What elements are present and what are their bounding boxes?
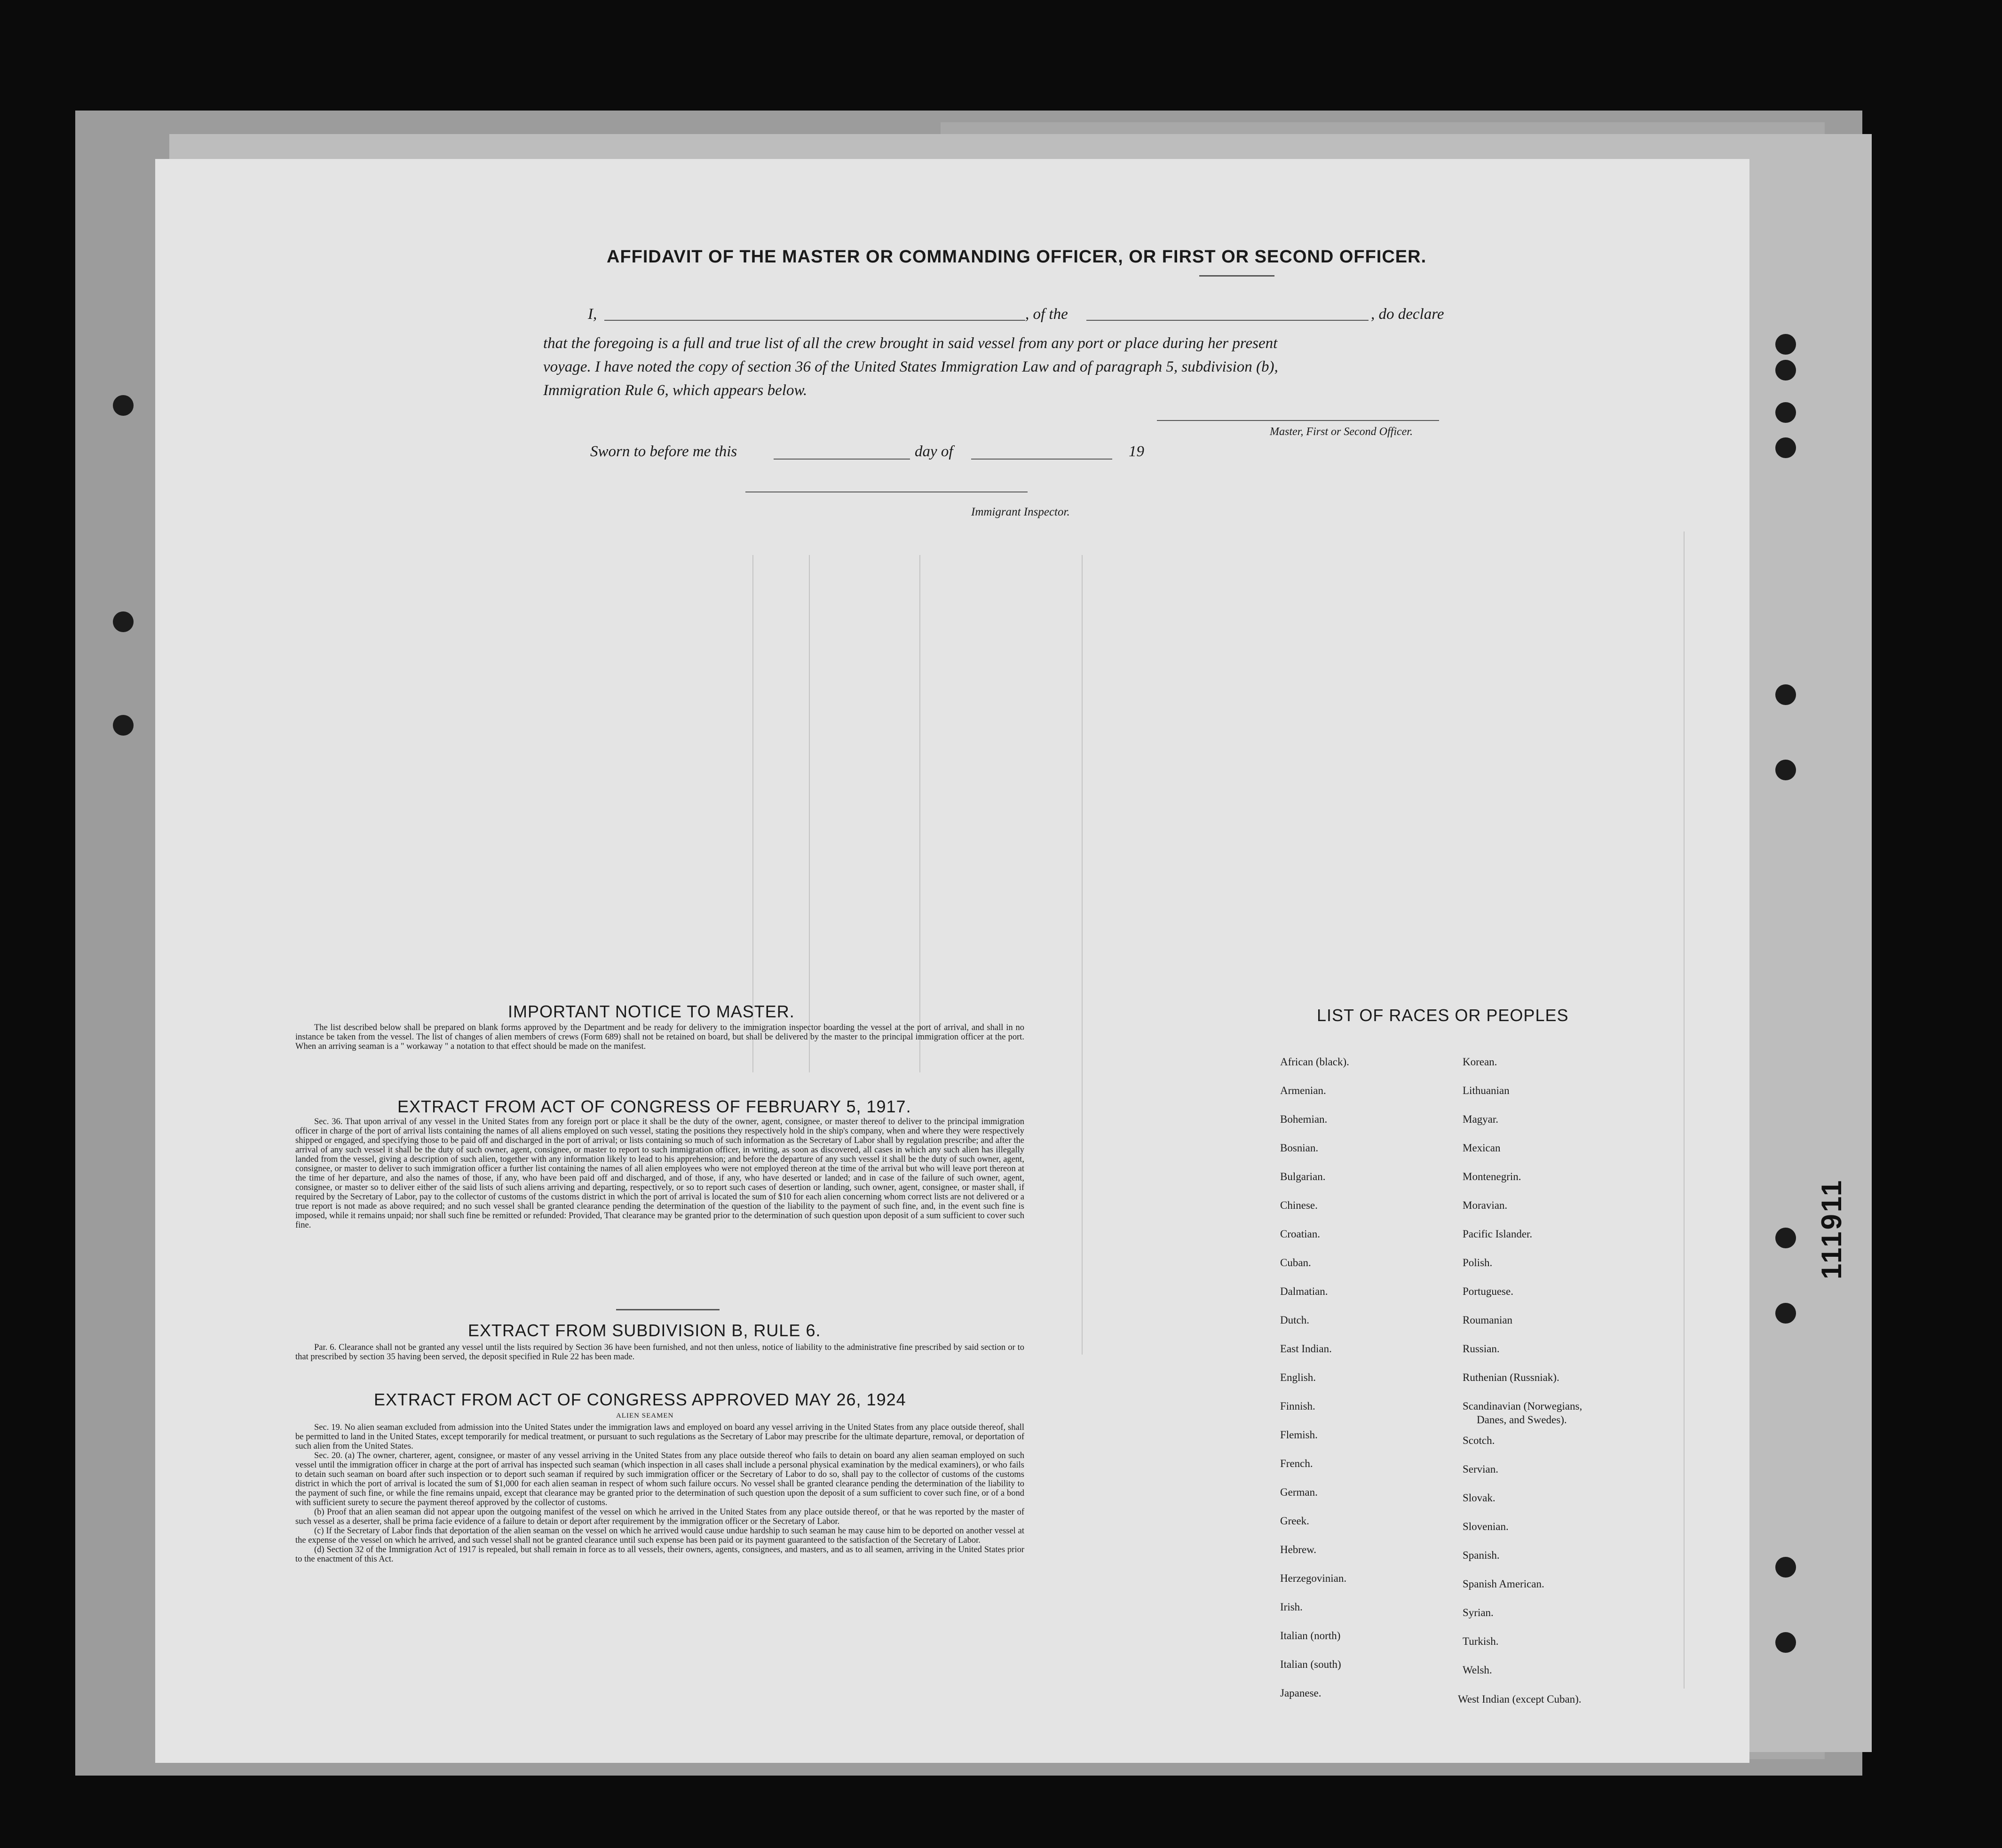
race-left-item: Herzegovinian. xyxy=(1280,1572,1347,1584)
race-right-item: Ruthenian (Russniak). xyxy=(1463,1372,1559,1383)
race-left-item: Finnish. xyxy=(1280,1400,1315,1412)
binder-hole xyxy=(1775,1557,1796,1578)
race-left-item: Greek. xyxy=(1280,1515,1309,1527)
affidavit-body-line: that the foregoing is a full and true list of all the crew brought in said vessel from any port or place during her present xyxy=(543,335,1278,352)
inspector-label: Immigrant Inspector. xyxy=(971,506,1070,518)
race-left-item: Flemish. xyxy=(1280,1429,1318,1441)
race-right-item: Slovak. xyxy=(1463,1492,1496,1504)
binder-hole xyxy=(113,715,134,736)
affidavit-declare-label: , do declare xyxy=(1371,306,1444,323)
race-right-item: Moravian. xyxy=(1463,1199,1508,1211)
race-right-item: Scotch. xyxy=(1463,1435,1495,1446)
affidavit-body-line: Immigration Rule 6, which appears below. xyxy=(543,382,807,399)
bleed-through-rule xyxy=(1684,531,1685,1689)
binder-hole xyxy=(113,611,134,632)
declarant-name-blank xyxy=(604,320,1025,321)
race-right-item: Spanish American. xyxy=(1463,1578,1544,1590)
race-left-item: Japanese. xyxy=(1280,1687,1321,1699)
affidavit-of-the-label: , of the xyxy=(1025,306,1068,323)
race-left-item: African (black). xyxy=(1280,1056,1349,1068)
vessel-name-blank xyxy=(1086,320,1369,321)
extract-rule6-title: EXTRACT FROM SUBDIVISION B, RULE 6. xyxy=(468,1321,821,1340)
bleed-through-rule xyxy=(1082,555,1083,1355)
race-right-item: Montenegrin. xyxy=(1463,1171,1521,1182)
binder-hole xyxy=(1775,1632,1796,1653)
race-right-item: Danes, and Swedes). xyxy=(1477,1414,1567,1426)
race-right-item: West Indian (except Cuban). xyxy=(1458,1693,1582,1705)
race-right-item: Welsh. xyxy=(1463,1664,1492,1676)
extract-1917-text: Sec. 36. That upon arrival of any vessel in the United States from any foreign port or place it shall be the duty of the owner, agent, consignee, or master thereof to deliver to the principal immigration officer in charge of the port of arrival lists containing the names of all aliens employed on such vessel, stating the positions they respectively hold in the ship's company, when and where they were respectively shipped or engaged, and specifying those to be paid off and discharged in the port of arrival; or lists containing so much of such information as the Secretary of Labor shall by regulation prescribe; and after the arrival of any such vessel it shall be the duty of such owner, agent, consignee, or master to report to such immigration officer, in writing, as soon as discovered, all cases in which any such alien has illegally landed from the vessel, giving a description of such alien, together with any information likely to lead to his apprehension; and before the departure of any such vessel it shall be the duty of such owner, agent, consignee, or master to deliver to such immigration officer a further list containing the names of all alien employees who were not employed thereon at the time of the arrival but who will leave port thereon at the time of her departure, and also the names of those, if any, who have been paid off and discharged, and of those, if any, who have deserted or landed; and in case of the failure of such owner, agent, consignee, or master so to deliver either of the said lists of such aliens arriving and departing, respectively, or so to report such cases of desertion or landing, such owner, agent, consignee, or master shall, if required by the Secretary of Labor, pay to the collector of customs of the customs district in which the port of arrival is located the sum of $10 for each alien concerning whom correct lists are not delivered or a true report is not made as above required; and no such vessel shall be granted clearance pending the determination of the question of the liability to the payment of such fine, and, in the event such fine is imposed, while it remains unpaid; nor shall such fine be remitted or refunded: Provided, That clearance may be granted prior to the determination of such question upon deposit of a sum sufficient to cover such fine. xyxy=(295,1117,1024,1230)
extract-1924-body xyxy=(295,1423,1024,1564)
binder-hole xyxy=(113,395,134,416)
race-left-item: Armenian. xyxy=(1280,1085,1326,1096)
bleed-through-rule xyxy=(919,555,920,1072)
sworn-label: Sworn to before me this xyxy=(590,443,737,460)
race-right-item: Polish. xyxy=(1463,1257,1493,1269)
section-divider xyxy=(616,1309,720,1310)
race-left-item: English. xyxy=(1280,1372,1316,1383)
race-right-item: Mexican xyxy=(1463,1142,1501,1154)
extract-1924-paragraph: (c) If the Secretary of Labor finds that deportation of the alien seaman on the vessel on which he arrived would cause undue hardship to such seaman he may cause him to be deported on another vessel at the expense of the vessel on which he arrived, and such vessel shall not be granted clearance until such expense has been paid or its payment guaranteed to the satisfaction of the Secretary of Labor. xyxy=(295,1526,1024,1545)
extract-1924-paragraph: Sec. 19. No alien seaman excluded from admission into the United States under the immigration laws and employed on board any vessel arriving in the United States from any place outside thereof, shall be permitted to land in the United States, except temporarily for medical treatment, or pursuant to such regulations as the Secretary of Labor may prescribe for the ultimate departure, removal, or deportation of such alien from the United States. xyxy=(295,1423,1024,1451)
race-left-item: Chinese. xyxy=(1280,1199,1318,1211)
race-right-item: Pacific Islander. xyxy=(1463,1228,1533,1240)
extract-1924-subtitle: ALIEN SEAMEN xyxy=(616,1412,674,1420)
notice-title: IMPORTANT NOTICE TO MASTER. xyxy=(508,1002,795,1021)
binder-hole xyxy=(1775,684,1796,705)
extract-1917-title: EXTRACT FROM ACT OF CONGRESS OF FEBRUARY 5, 1917. xyxy=(397,1097,911,1116)
race-left-item: Bosnian. xyxy=(1280,1142,1319,1154)
binder-hole xyxy=(1775,760,1796,780)
affidavit-body-line: voyage. I have noted the copy of section 36 of the United States Immigration Law and of paragraph 5, subdivision (b), xyxy=(543,358,1278,375)
race-right-item: Portuguese. xyxy=(1463,1285,1513,1297)
race-left-item: German. xyxy=(1280,1486,1318,1498)
race-left-item: Dalmatian. xyxy=(1280,1285,1328,1297)
race-left-item: Croatian. xyxy=(1280,1228,1320,1240)
race-right-item: Turkish. xyxy=(1463,1635,1499,1647)
binder-hole xyxy=(1775,334,1796,355)
race-right-item: Roumanian xyxy=(1463,1314,1513,1326)
binder-hole xyxy=(1775,402,1796,423)
race-right-item: Spanish. xyxy=(1463,1549,1500,1561)
race-left-item: East Indian. xyxy=(1280,1343,1332,1355)
signature-blank xyxy=(1157,420,1439,421)
extract-1924-paragraph: (b) Proof that an alien seaman did not appear upon the outgoing manifest of the vessel on which he arrived in the United States from any place outside thereof, or that he was reported by the master of such vessel as a deserter, shall be prima facie evidence of a failure to detain or deport after requirement by the immigration officer or the Secretary of Labor. xyxy=(295,1507,1024,1526)
sworn-year-label: 19 xyxy=(1129,443,1144,460)
affidavit-i-label: I, xyxy=(588,306,597,323)
race-right-item: Slovenian. xyxy=(1463,1521,1509,1532)
race-right-item: Russian. xyxy=(1463,1343,1500,1355)
bleed-through-rule xyxy=(752,555,753,1072)
binder-hole xyxy=(1775,1228,1796,1248)
affidavit-body xyxy=(543,332,1479,402)
extract-1924-title: EXTRACT FROM ACT OF CONGRESS APPROVED MAY 26, 1924 xyxy=(374,1390,906,1409)
races-title: LIST OF RACES OR PEOPLES xyxy=(1317,1006,1569,1025)
extract-1924-paragraph: Sec. 20. (a) The owner, charterer, agent, consignee, or master of any vessel arriving in the United States from any place outside thereof who fails to detain on board any alien seaman employed on such vessel until the immigration officer in charge at the port of arrival has inspected such seaman (which inspection in all cases shall include a personal physical examination by the medical examiners), or who fails to detain such seaman on board after such inspection or to deport such seaman if required by such immigration officer or the Secretary of Labor to do so, shall pay to the collector of customs of the customs district in which the port of arrival is located the sum of $1,000 for each alien seaman in respect of whom such failure occurs. No vessel shall be granted clearance pending the determination of the liability to the payment of such fine, or while the fine remains unpaid, except that clearance may be granted prior to the determination of such question upon the deposit of a sum sufficient to cover such fine, or of a bond with sufficient surety to secure the payment thereof approved by the collector of customs. xyxy=(295,1451,1024,1507)
race-left-item: Italian (north) xyxy=(1280,1630,1341,1642)
race-left-item: Bohemian. xyxy=(1280,1113,1328,1125)
race-right-item: Scandinavian (Norwegians, xyxy=(1463,1400,1583,1412)
race-left-item: Bulgarian. xyxy=(1280,1171,1326,1182)
sworn-month-blank xyxy=(971,459,1112,460)
extract-rule6-text: Par. 6. Clearance shall not be granted any vessel until the lists required by Section 36 have been furnished, and not then unless, notice of liability to the administrative fine prescribed by said section or to that prescribed by section 35 having been served, the deposit specified in Rule 22 has been made. xyxy=(295,1343,1024,1362)
signature-label: Master, First or Second Officer. xyxy=(1270,426,1413,438)
page-number-stamp: 111911 xyxy=(1816,1178,1847,1279)
race-right-item: Lithuanian xyxy=(1463,1085,1510,1096)
title-divider xyxy=(1199,275,1274,277)
race-right-item: Syrian. xyxy=(1463,1607,1494,1618)
affidavit-title: AFFIDAVIT OF THE MASTER OR COMMANDING OFFICER, OR FIRST OR SECOND OFFICER. xyxy=(607,247,1427,267)
sworn-day-blank xyxy=(774,459,910,460)
binder-hole xyxy=(1775,360,1796,381)
race-left-item: French. xyxy=(1280,1458,1313,1469)
race-left-item: Hebrew. xyxy=(1280,1544,1317,1555)
race-left-item: Italian (south) xyxy=(1280,1658,1341,1670)
binder-hole xyxy=(1775,1303,1796,1324)
race-right-item: Korean. xyxy=(1463,1056,1497,1068)
binder-hole xyxy=(1775,437,1796,458)
extract-1924-paragraph: (d) Section 32 of the Immigration Act of 1917 is repealed, but shall remain in force as to all vessels, their owners, agents, consignees, and masters, and as to all seamen, arriving in the United States prior to the enactment of this Act. xyxy=(295,1545,1024,1564)
race-left-item: Irish. xyxy=(1280,1601,1303,1613)
race-right-item: Magyar. xyxy=(1463,1113,1499,1125)
race-right-item: Servian. xyxy=(1463,1463,1499,1475)
race-left-item: Dutch. xyxy=(1280,1314,1309,1326)
race-left-item: Cuban. xyxy=(1280,1257,1311,1269)
notice-text: The list described below shall be prepared on blank forms approved by the Department and be ready for delivery to the immigration inspector boarding the vessel at the port of arrival, and shall in no instance be taken from the vessel. The list of changes of alien members of crews (Form 689) shall not be retained on board, but shall be delivered by the master to the principal immigration officer at the port. When an arriving seaman is a " workaway " a notation to that effect should be made on the manifest. xyxy=(295,1023,1024,1051)
sworn-day-of-label: day of xyxy=(915,443,953,460)
bleed-through-rule xyxy=(809,555,810,1072)
